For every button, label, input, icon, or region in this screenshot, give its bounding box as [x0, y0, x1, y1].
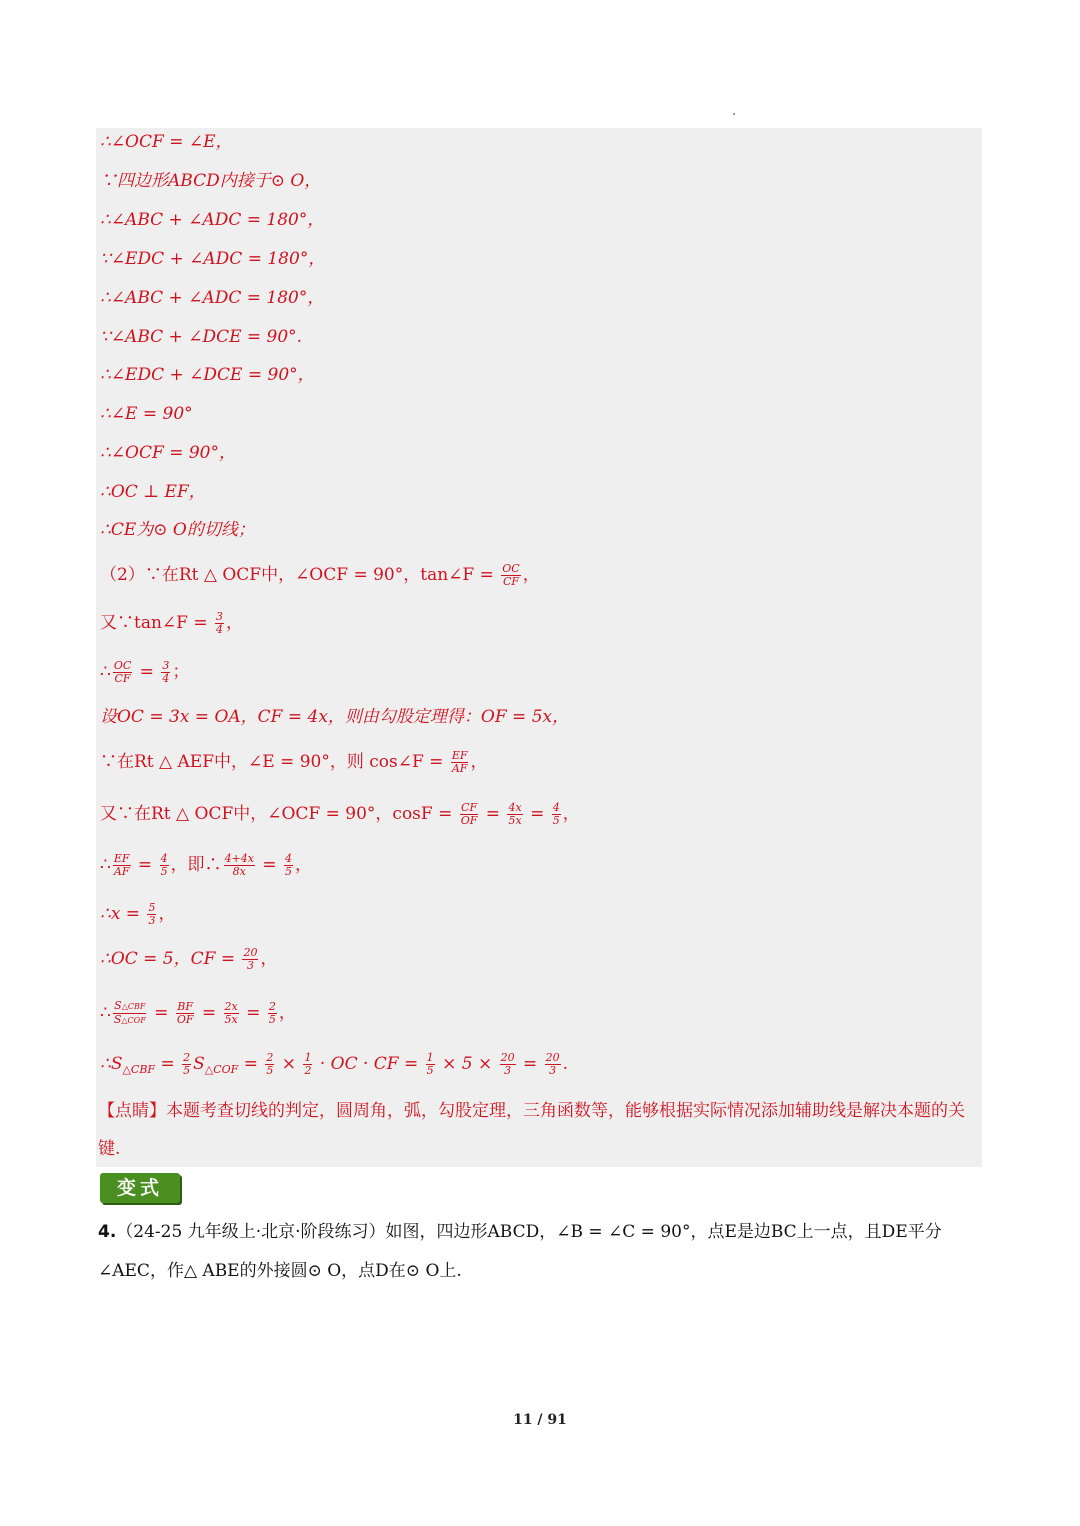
denominator: 4	[162, 672, 170, 685]
stray-dot	[733, 113, 735, 115]
fraction	[426, 1052, 435, 1077]
denominator: 3	[549, 1064, 557, 1077]
numerator: EF	[113, 852, 130, 865]
numerator	[113, 1000, 146, 1014]
text: ∴	[100, 855, 111, 875]
text: 又∵tan∠F =	[100, 613, 214, 633]
part2-line-11	[100, 1052, 568, 1081]
part2-line-10	[100, 1000, 296, 1027]
fraction	[303, 1052, 312, 1077]
fraction	[182, 1052, 191, 1077]
text: =	[238, 1054, 264, 1074]
numerator: 4	[160, 852, 168, 865]
denominator: 5	[266, 1064, 274, 1077]
fraction	[242, 947, 258, 972]
denominator: CF	[114, 672, 131, 685]
fraction	[113, 660, 132, 685]
solution-line-10: ∴OC ⊥ EF，	[100, 482, 206, 502]
fraction	[215, 611, 224, 636]
numerator: 2x	[224, 1000, 238, 1013]
numerator: 4	[552, 801, 560, 814]
part2-line-5	[100, 750, 487, 775]
solution-line-3: ∴∠ABC + ∠ADC = 180°，	[100, 210, 325, 230]
numerator: OC	[502, 562, 520, 575]
text: ∴S	[100, 1054, 123, 1074]
part2-line-2	[100, 611, 243, 636]
text: =	[155, 1054, 181, 1074]
fraction	[501, 563, 520, 588]
subscript: △CBF	[121, 1002, 146, 1011]
text: =	[524, 804, 550, 824]
variant-badge-label: 变式	[116, 1177, 163, 1199]
fraction	[224, 1001, 239, 1026]
fraction	[224, 853, 255, 878]
denominator: 3	[504, 1064, 512, 1077]
text: （2）∵在Rt △ OCF中，∠OCF = 90°，tan∠F =	[100, 565, 500, 585]
denominator: 5x	[224, 1013, 238, 1026]
text: ，	[278, 1003, 296, 1023]
denominator: 5	[552, 814, 560, 827]
solution-line-9: ∴∠OCF = 90°，	[100, 443, 236, 463]
text: =	[132, 855, 158, 875]
problem-number: 4.	[98, 1222, 117, 1242]
numerator: OC	[113, 659, 132, 672]
denominator	[113, 1014, 147, 1027]
denominator: 8x	[232, 865, 246, 878]
text: ，	[562, 804, 580, 824]
fraction	[113, 853, 131, 878]
fraction	[552, 802, 561, 827]
text: .	[562, 1054, 569, 1074]
numerator: 4	[285, 852, 293, 865]
numerator: 2	[266, 1051, 274, 1064]
text: S	[113, 1013, 122, 1026]
text: 又∵在Rt △ OCF中，∠OCF = 90°，cosF =	[100, 804, 458, 824]
denominator: AF	[113, 865, 130, 878]
numerator: 2	[183, 1051, 191, 1064]
denominator: 5	[285, 865, 293, 878]
text: =	[480, 804, 506, 824]
text: × 5 ×	[436, 1054, 498, 1074]
text: ，	[295, 855, 313, 875]
fraction	[451, 750, 469, 775]
fraction	[147, 902, 156, 927]
part2-line-4: 设OC = 3x = OA，CF = 4x，则由勾股定理得：OF = 5x，	[100, 707, 570, 727]
fraction	[176, 1001, 195, 1026]
fraction	[500, 1052, 516, 1077]
fraction	[507, 802, 522, 827]
text: =	[196, 1003, 222, 1023]
text: ，	[470, 752, 488, 772]
numerator: 4x	[508, 801, 522, 814]
text: ∴	[100, 1003, 111, 1023]
subscript: △COF	[121, 1016, 146, 1025]
numerator: 3	[216, 610, 224, 623]
key-point-comment: 【点睛】本题考查切线的判定，圆周角，弧，勾股定理，三角函数等，能够根据实际情况添加辅助线是解决本题的关键.	[98, 1101, 965, 1159]
text: ，	[260, 949, 278, 969]
numerator: 3	[162, 659, 170, 672]
numerator: 4+4x	[224, 852, 254, 865]
denominator: CF	[502, 575, 519, 588]
fraction	[265, 1052, 274, 1077]
numerator: CF	[461, 801, 478, 814]
fraction	[161, 660, 170, 685]
text: =	[148, 1003, 174, 1023]
text: ，	[158, 904, 176, 924]
numerator: 1	[426, 1051, 434, 1064]
solution-line-8: ∴∠E = 90°	[100, 404, 193, 424]
solution-line-1: ∴∠OCF = ∠E，	[100, 132, 233, 152]
part2-line-8	[100, 902, 175, 927]
numerator: EF	[451, 749, 468, 762]
solution-line-4: ∵∠EDC + ∠ADC = 180°，	[100, 249, 326, 269]
denominator: 5x	[508, 814, 522, 827]
denominator: 5	[268, 1013, 276, 1026]
denominator: 5	[183, 1064, 191, 1077]
text: =	[134, 662, 160, 682]
solution-line-2: ∵四边形ABCD内接于⊙ O，	[100, 171, 322, 191]
denominator: 5	[160, 865, 168, 878]
numerator: 1	[304, 1051, 312, 1064]
problem-text: （24-25 九年级上·北京·阶段练习）如图，四边形ABCD，∠B = ∠C = 90°，点E是边BC上一点，且DE平分∠AEC，作△ ABE的外接圆⊙ O，点D在⊙ O上.	[98, 1222, 942, 1281]
part2-line-7	[100, 853, 312, 878]
numerator: 5	[148, 901, 156, 914]
variant-badge	[100, 1173, 180, 1203]
text: · OC · CF =	[314, 1054, 424, 1074]
denominator: OF	[176, 1013, 194, 1026]
numerator: 20	[243, 946, 258, 959]
subscript: △CBF	[122, 1063, 156, 1076]
text: S	[114, 999, 122, 1012]
fraction	[160, 853, 169, 878]
solution-line-7: ∴∠EDC + ∠DCE = 90°，	[100, 365, 315, 385]
fraction	[545, 1052, 561, 1077]
text: ×	[276, 1054, 302, 1074]
text: ，	[522, 565, 540, 585]
problem-4	[98, 1213, 982, 1291]
page-number: 11 / 91	[513, 1412, 567, 1428]
solution-line-11: ∴CE为⊙ O的切线；	[100, 520, 255, 540]
part2-line-9	[100, 947, 277, 972]
fraction	[113, 1000, 147, 1027]
fraction	[268, 1001, 277, 1026]
text: ，	[226, 613, 244, 633]
solution-line-5: ∴∠ABC + ∠ADC = 180°，	[100, 288, 325, 308]
part2-line-3	[100, 660, 189, 685]
text: ；	[172, 662, 190, 682]
text: ∵在Rt △ AEF中，∠E = 90°，则 cos∠F =	[100, 752, 449, 772]
subscript: △COF	[204, 1063, 239, 1076]
part2-line-1	[100, 563, 540, 588]
text: ∴	[100, 662, 111, 682]
text: ∴OC = 5，CF =	[100, 949, 241, 969]
numerator: 2	[268, 1000, 276, 1013]
fraction	[284, 853, 293, 878]
text: ∴x =	[100, 904, 146, 924]
text: ，即∴	[170, 855, 222, 875]
denominator: 5	[426, 1064, 434, 1077]
denominator: 2	[304, 1064, 312, 1077]
numerator: BF	[177, 1000, 194, 1013]
solution-line-6: ∵∠ABC + ∠DCE = 90°.	[100, 327, 303, 347]
text: =	[256, 855, 283, 875]
numerator: 20	[545, 1051, 560, 1064]
denominator: 3	[246, 959, 254, 972]
part2-line-6	[100, 802, 580, 827]
denominator: 4	[216, 623, 224, 636]
denominator: AF	[451, 762, 468, 775]
denominator: 3	[148, 914, 156, 927]
fraction	[460, 802, 479, 827]
text: S	[193, 1054, 205, 1074]
text: =	[517, 1054, 543, 1074]
text: =	[240, 1003, 266, 1023]
denominator: OF	[460, 814, 478, 827]
numerator: 20	[500, 1051, 515, 1064]
